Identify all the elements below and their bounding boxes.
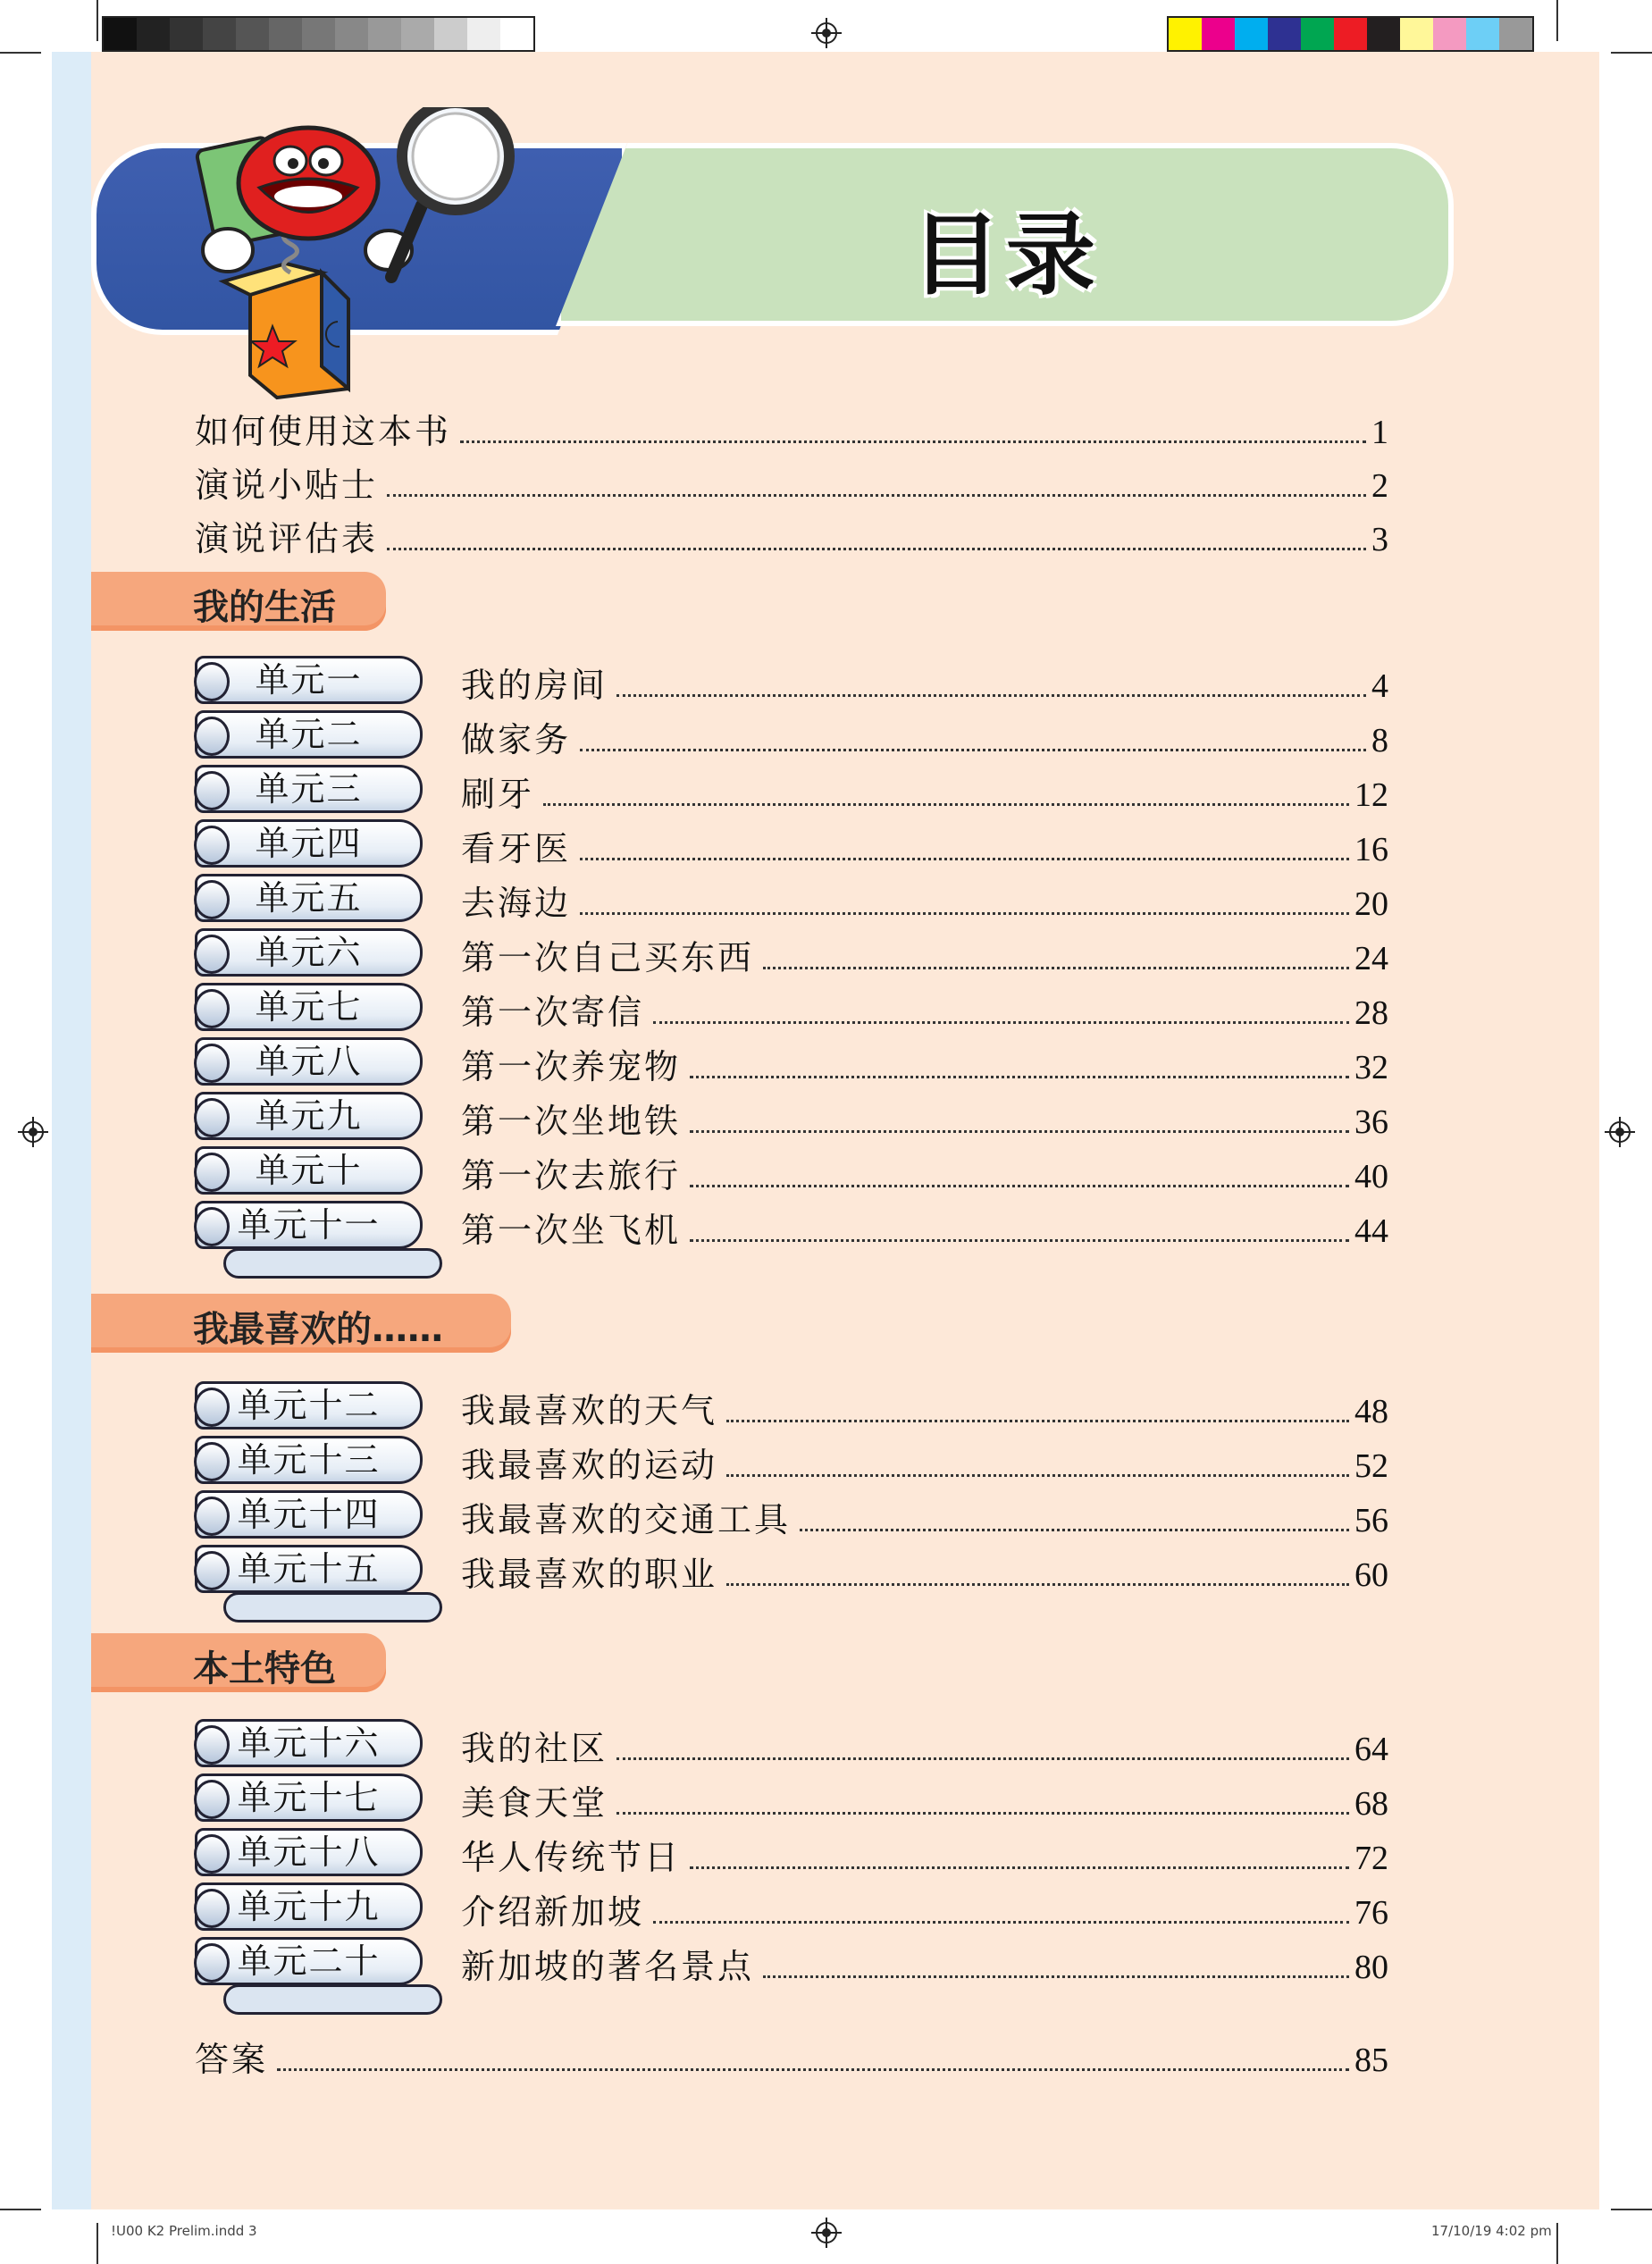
toc-unit-entry[interactable]: [461, 1203, 1388, 1252]
registration-mark-icon: [811, 2218, 842, 2248]
dot-leader: [387, 494, 1366, 497]
crop-mark: [1556, 0, 1558, 41]
toc-unit-entry[interactable]: [461, 1721, 1388, 1770]
toc-page-number: 2: [1371, 467, 1388, 505]
scroll-foot-decoration: [223, 1248, 442, 1279]
section-tab-local-features: [91, 1633, 386, 1692]
unit-badge: [195, 1381, 423, 1430]
unit-badge-label: 单元十一: [237, 1205, 381, 1245]
toc-unit-entry[interactable]: [461, 821, 1388, 870]
toc-entry-speech-tips[interactable]: [195, 457, 1388, 507]
toc-entry-label: 第一次寄信: [461, 993, 645, 1032]
dot-leader: [277, 2068, 1349, 2071]
unit-badge-label: 单元十二: [237, 1386, 381, 1425]
toc-entry-label: 第一次养宠物: [461, 1047, 682, 1086]
unit-badge-label: 单元九: [255, 1096, 363, 1136]
toc-unit-entry[interactable]: [461, 985, 1388, 1034]
dot-leader: [543, 803, 1349, 806]
toc-unit-entry[interactable]: [461, 1039, 1388, 1088]
unit-badge: [195, 656, 423, 704]
toc-unit-entry[interactable]: [461, 1547, 1388, 1596]
dot-leader: [726, 1474, 1349, 1477]
toc-entry-label: 第一次坐地铁: [461, 1102, 682, 1141]
dot-leader: [690, 1866, 1349, 1869]
toc-unit-entry[interactable]: [461, 658, 1388, 707]
unit-badge-label: 单元八: [255, 1042, 363, 1081]
unit-badge-label: 单元四: [255, 824, 363, 863]
toc-unit-entry[interactable]: [461, 1492, 1388, 1541]
unit-badge: [195, 1201, 423, 1249]
toc-page-number: 80: [1354, 1949, 1388, 1986]
section-title: 我的生活: [193, 587, 336, 628]
toc-entry-label: 介绍新加坡: [461, 1892, 645, 1932]
unit-badge: [195, 819, 423, 868]
dot-leader: [387, 548, 1366, 550]
toc-page-number: 12: [1354, 776, 1388, 814]
unit-badge-label: 单元十九: [237, 1887, 381, 1926]
toc-entry-label: 我最喜欢的天气: [461, 1391, 718, 1430]
slug-file-info: !U00 K2 Prelim.indd 3: [111, 2223, 257, 2239]
toc-entry-answers[interactable]: [195, 2032, 1388, 2081]
dot-leader: [616, 694, 1366, 697]
toc-page-number: 3: [1371, 521, 1388, 558]
dot-leader: [690, 1185, 1349, 1187]
toc-page-number: 48: [1354, 1393, 1388, 1430]
unit-badge: [195, 1436, 423, 1484]
unit-badge-label: 单元十七: [237, 1778, 381, 1817]
toc-entry-label: 我最喜欢的职业: [461, 1555, 718, 1594]
process-color-bar: [1167, 16, 1534, 52]
unit-badge-label: 单元七: [255, 987, 363, 1027]
toc-unit-entry[interactable]: [461, 876, 1388, 925]
dot-leader: [653, 1021, 1349, 1024]
unit-badge-label: 单元一: [255, 660, 363, 700]
dot-leader: [690, 1076, 1349, 1078]
toc-entry-label: 看牙医: [461, 829, 572, 868]
toc-entry-how-to-use[interactable]: [195, 404, 1388, 453]
toc-page-number: 1: [1371, 414, 1388, 451]
crop-mark: [0, 52, 41, 54]
toc-entry-label: 做家务: [461, 720, 572, 759]
unit-badge: [195, 983, 423, 1031]
dot-leader: [690, 1130, 1349, 1133]
grayscale-color-bar: [102, 16, 535, 52]
dot-leader: [580, 749, 1366, 751]
toc-entry-label: 如何使用这本书: [195, 412, 452, 451]
toc-entry-label: 刷牙: [461, 775, 535, 814]
toc-unit-entry[interactable]: [461, 1438, 1388, 1487]
toc-page-number: 72: [1354, 1840, 1388, 1877]
bleed-strip: [52, 52, 91, 2209]
toc-unit-entry[interactable]: [461, 1148, 1388, 1197]
toc-unit-entry[interactable]: [461, 767, 1388, 816]
toc-entry-label: 演说小贴士: [195, 465, 379, 505]
registration-mark-icon: [1605, 1117, 1635, 1147]
unit-badge-label: 单元二十: [237, 1941, 381, 1981]
unit-badge: [195, 1146, 423, 1195]
toc-entry-label: 去海边: [461, 884, 572, 923]
scroll-foot-decoration: [223, 1984, 442, 2015]
dot-leader: [653, 1921, 1349, 1924]
page-title: 目录: [911, 203, 1101, 307]
unit-badge: [195, 1490, 423, 1539]
toc-page-number: 52: [1354, 1447, 1388, 1485]
unit-badge: [195, 928, 423, 977]
toc-unit-entry[interactable]: [461, 1383, 1388, 1432]
toc-page-number: 36: [1354, 1103, 1388, 1141]
toc-page-number: 20: [1354, 885, 1388, 923]
toc-page-number: 24: [1354, 940, 1388, 977]
toc-page-number: 28: [1354, 994, 1388, 1032]
unit-badge-label: 单元三: [255, 769, 363, 809]
unit-badge: [195, 1037, 423, 1086]
scroll-foot-decoration: [223, 1592, 442, 1623]
toc-entry-label: 第一次去旅行: [461, 1156, 682, 1195]
crop-mark: [96, 0, 98, 41]
toc-entry-label: 美食天堂: [461, 1783, 608, 1823]
toc-page-number: 44: [1354, 1212, 1388, 1250]
toc-entry-label: 答案: [195, 2040, 269, 2079]
unit-badge: [195, 1773, 423, 1822]
unit-badge-label: 单元十三: [237, 1440, 381, 1480]
dot-leader: [800, 1529, 1349, 1531]
section-tab-my-life: [91, 572, 386, 631]
crop-mark: [0, 2209, 41, 2210]
toc-entry-label: 我最喜欢的交通工具: [461, 1500, 792, 1539]
toc-entry-evaluation-form[interactable]: [195, 511, 1388, 560]
dot-leader: [580, 912, 1349, 915]
toc-page-number: 32: [1354, 1049, 1388, 1086]
dot-leader: [460, 440, 1366, 443]
section-title: 本土特色: [193, 1648, 336, 1690]
toc-entry-label: 第一次坐飞机: [461, 1211, 682, 1250]
toc-page-number: 8: [1371, 722, 1388, 759]
crop-mark: [1556, 2223, 1558, 2264]
toc-page-number: 4: [1371, 667, 1388, 705]
toc-page-number: 60: [1354, 1556, 1388, 1594]
unit-badge-label: 单元十八: [237, 1832, 381, 1872]
dot-leader: [690, 1239, 1349, 1242]
unit-badge: [195, 710, 423, 759]
toc-page-number: 56: [1354, 1502, 1388, 1539]
toc-entry-label: 演说评估表: [195, 519, 379, 558]
dot-leader: [616, 1812, 1349, 1815]
dot-leader: [763, 1975, 1349, 1978]
unit-badge-label: 单元十: [255, 1151, 363, 1190]
toc-entry-label: 第一次自己买东西: [461, 938, 755, 977]
mascot-magnifier-icon: [188, 107, 563, 402]
toc-entry-label: 我的房间: [461, 666, 608, 705]
unit-badge: [195, 1719, 423, 1767]
toc-page-number: 76: [1354, 1894, 1388, 1932]
toc-unit-entry[interactable]: [461, 1775, 1388, 1824]
toc-entry-label: 我的社区: [461, 1729, 608, 1768]
toc-page-number: 64: [1354, 1731, 1388, 1768]
crop-mark: [1611, 2209, 1652, 2210]
crop-mark: [1611, 52, 1652, 54]
toc-page-number: 68: [1354, 1785, 1388, 1823]
toc-unit-entry[interactable]: [461, 1884, 1388, 1933]
unit-badge-label: 单元十四: [237, 1495, 381, 1534]
unit-badge: [195, 1828, 423, 1876]
toc-entry-label: 华人传统节日: [461, 1838, 682, 1877]
toc-page-number: 40: [1354, 1158, 1388, 1195]
unit-badge-label: 单元十六: [237, 1723, 381, 1763]
toc-unit-entry[interactable]: [461, 1830, 1388, 1879]
toc-entry-label: 我最喜欢的运动: [461, 1446, 718, 1485]
registration-mark-icon: [18, 1117, 48, 1147]
registration-mark-icon: [811, 18, 842, 48]
unit-badge: [195, 1545, 423, 1593]
crop-mark: [96, 2223, 98, 2264]
toc-unit-entry[interactable]: [461, 712, 1388, 761]
unit-badge: [195, 874, 423, 922]
toc-page-number: 16: [1354, 831, 1388, 868]
toc-unit-entry[interactable]: [461, 1094, 1388, 1143]
unit-badge-label: 单元十五: [237, 1549, 381, 1589]
dot-leader: [763, 967, 1349, 969]
unit-badge: [195, 1882, 423, 1931]
dot-leader: [580, 858, 1349, 860]
unit-badge: [195, 1937, 423, 1985]
unit-badge: [195, 1092, 423, 1140]
slug-timestamp: 17/10/19 4:02 pm: [1431, 2223, 1552, 2239]
dot-leader: [726, 1583, 1349, 1586]
unit-badge-label: 单元六: [255, 933, 363, 972]
toc-unit-entry[interactable]: [461, 1939, 1388, 1988]
unit-badge-label: 单元五: [255, 878, 363, 918]
toc-page-number: 85: [1354, 2042, 1388, 2079]
section-title: 我最喜欢的……: [193, 1309, 443, 1350]
unit-badge-label: 单元二: [255, 715, 363, 754]
dot-leader: [726, 1420, 1349, 1422]
unit-badge: [195, 765, 423, 813]
toc-entry-label: 新加坡的著名景点: [461, 1947, 755, 1986]
section-tab-my-favourite: [91, 1294, 511, 1353]
dot-leader: [616, 1757, 1349, 1760]
toc-unit-entry[interactable]: [461, 930, 1388, 979]
